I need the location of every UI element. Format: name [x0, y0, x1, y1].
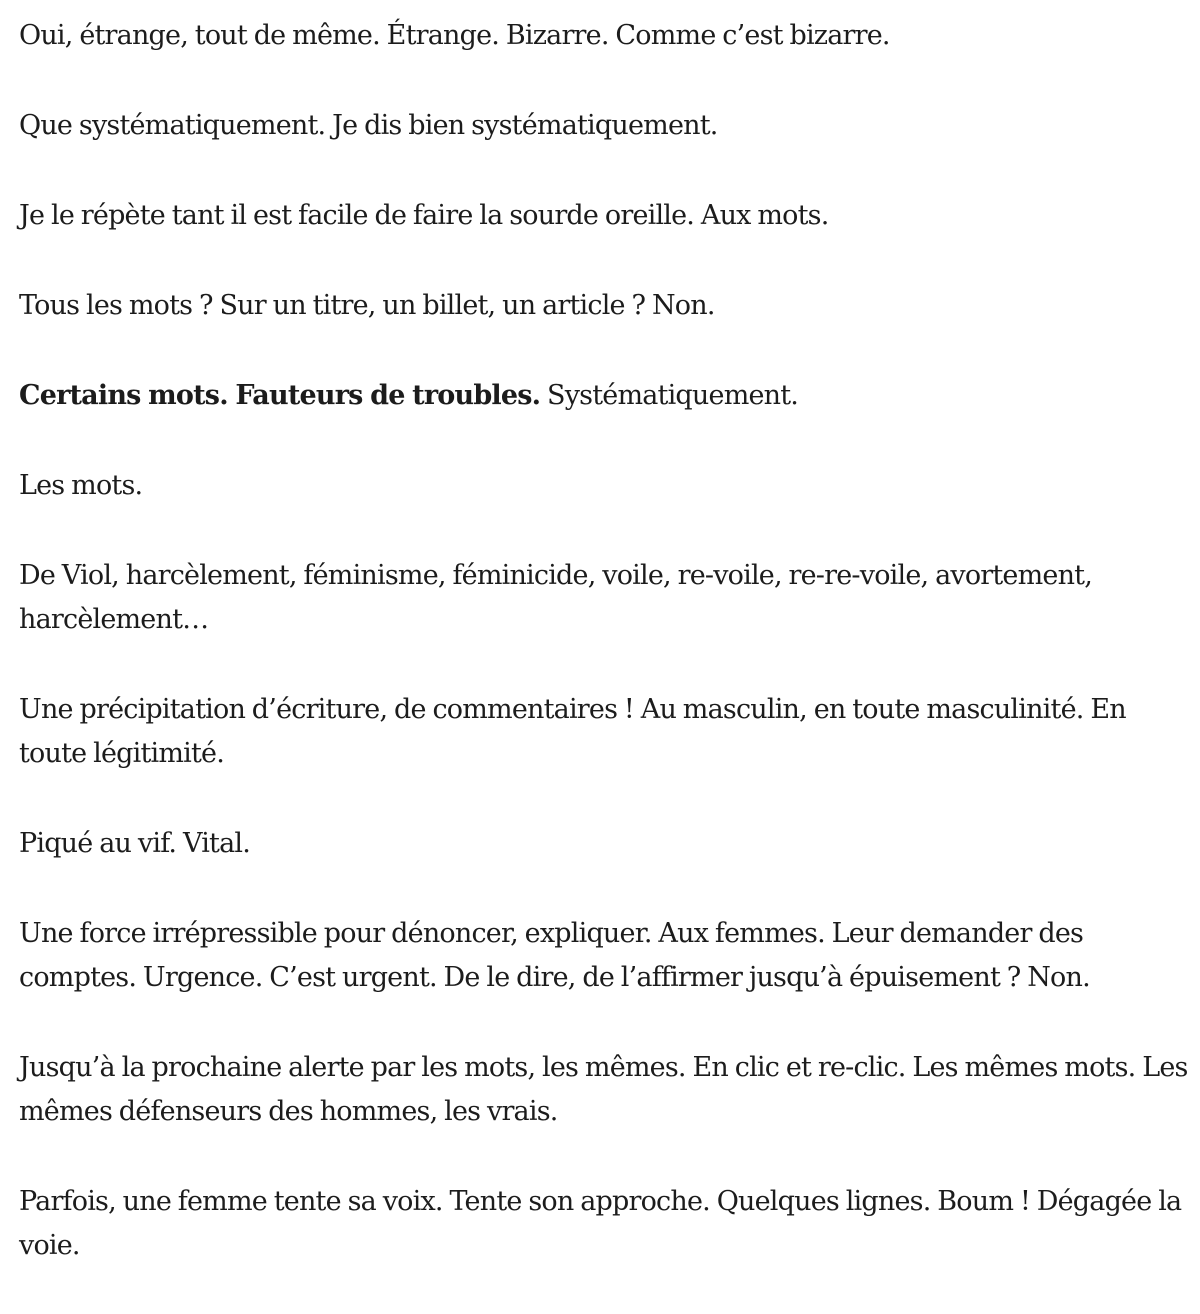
paragraph: Piqué au vif. Vital.: [19, 828, 251, 859]
article-body: [19, 14, 1191, 1314]
paragraph: [19, 374, 1191, 418]
paragraph: Tous les mots ? Sur un titre, un billet, un article ? Non.: [19, 290, 715, 321]
paragraph: Oui, étrange, tout de même. Étrange. Bizarre. Comme c’est bizarre.: [19, 20, 890, 51]
paragraph: Que systématiquement. Je dis bien systématiquement.: [19, 110, 718, 141]
paragraph: Une précipitation d’écriture, de commentaires ! Au masculin, en toute masculinité. En toute légitimité.: [19, 694, 1126, 769]
paragraph: Parfois, une femme tente sa voix. Tente son approche. Quelques lignes. Boum ! Dégagée la voie.: [19, 1186, 1182, 1261]
paragraph: De Viol, harcèlement, féminisme, féminicide, voile, re-voile, re-re-voile, avortement, harcèlement…: [19, 560, 1093, 635]
paragraph: Les mots.: [19, 470, 143, 501]
paragraph: Une force irrépressible pour dénoncer, expliquer. Aux femmes. Leur demander des comptes. Urgence. C’est urgent. De le dire, de l’affirmer jusqu’à épuisement ? Non.: [19, 918, 1090, 993]
paragraph: Jusqu’à la prochaine alerte par les mots, les mêmes. En clic et re-clic. Les mêmes mots. Les mêmes défenseurs des hommes, les vrais.: [19, 1052, 1188, 1127]
bold-phrase: Certains mots. Fauteurs de troubles.: [19, 380, 541, 411]
paragraph: Je le répète tant il est facile de faire la sourde oreille. Aux mots.: [19, 200, 829, 231]
paragraph-text: Systématiquement.: [540, 380, 799, 411]
